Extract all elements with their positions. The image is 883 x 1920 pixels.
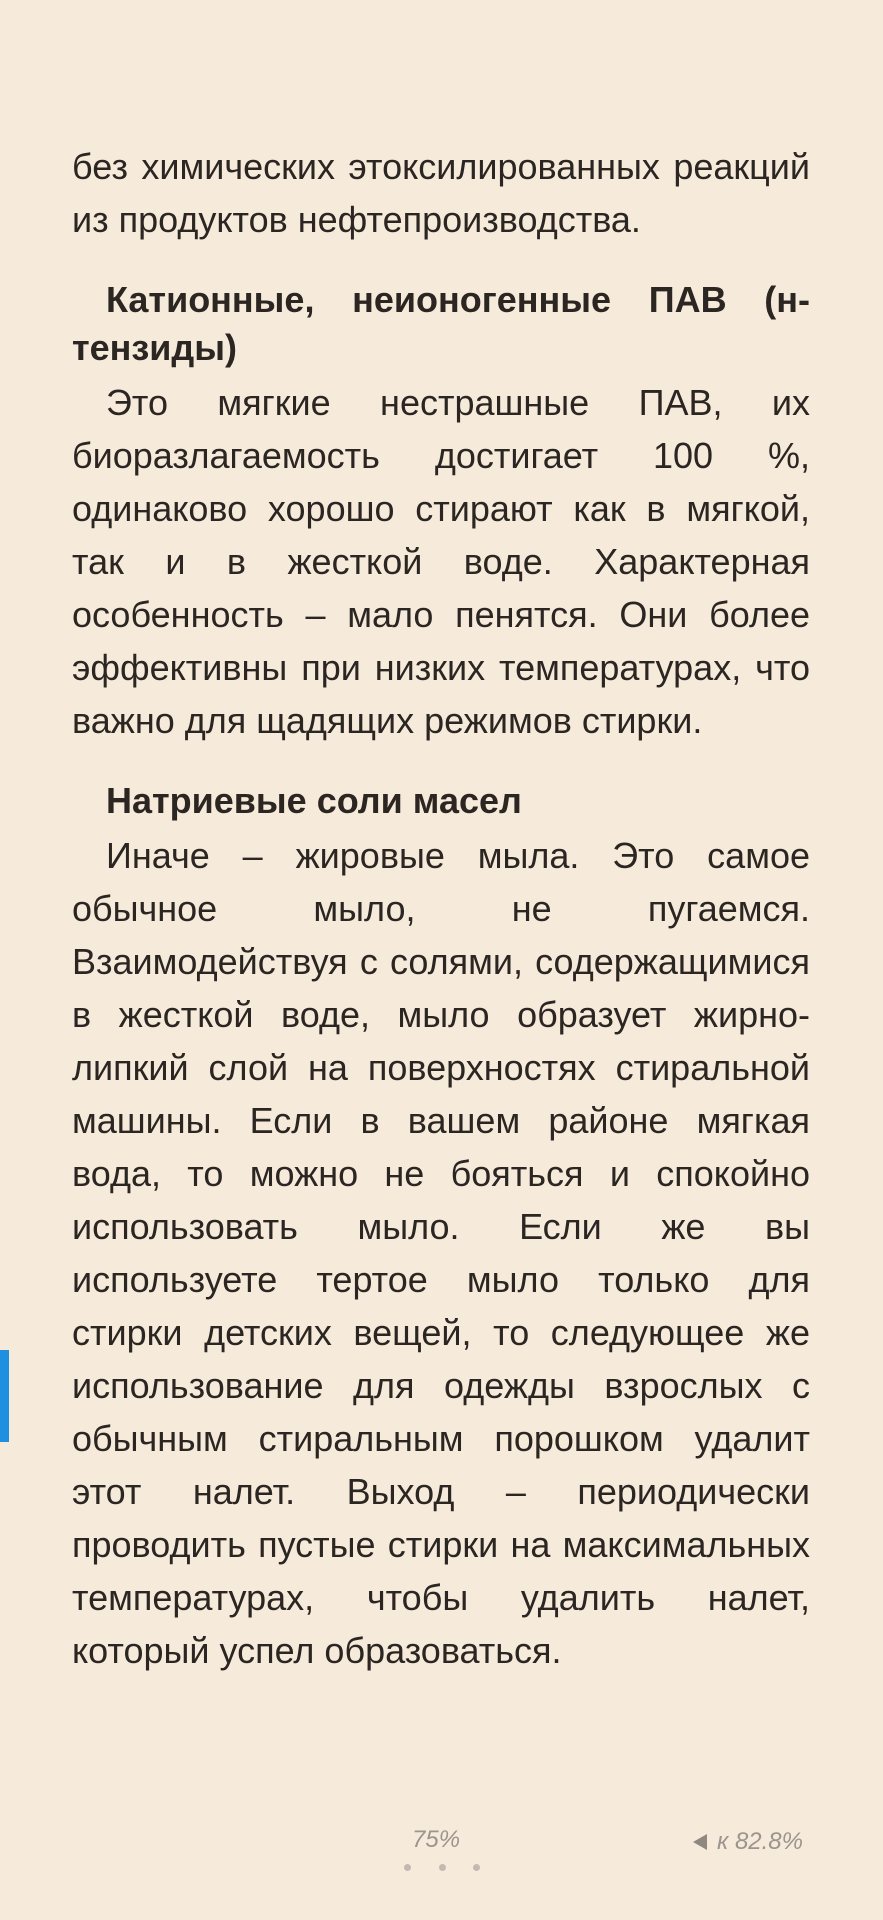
page-dot <box>473 1864 480 1871</box>
section-heading-cationic: Катионные, неионогенные ПАВ (н-тензиды) <box>72 279 810 368</box>
reading-progress: 75% <box>412 1826 461 1853</box>
paragraph-sodium-salts: Иначе – жировые мыла. Это самое обычное мыло, не пугаемся. Взаимодействуя с солями, содержащимися в жесткой воде, мыло образует жирно-липкий слой на поверхностях стиральной машины. Если в вашем районе мягкая вода, то можно не бояться и спокойно использовать мыло. Если же вы используете тертое мыло только для стирки детских вещей, то следующее же использование для одежды взрослых с обычным стиральным порошком удалит этот налет. Выход – периодически проводить пустые стирки на максимальных температурах, чтобы удалить налет, который успел образоваться. <box>72 835 810 1671</box>
back-triangle-icon <box>693 1834 707 1850</box>
reader-page[interactable] <box>72 140 810 1677</box>
go-back-label: к 82.8% <box>716 1828 803 1855</box>
page-dot <box>439 1864 446 1871</box>
bookmark-marker[interactable] <box>0 1350 9 1442</box>
page-dot <box>404 1864 411 1871</box>
go-back-to-position-button[interactable] <box>693 1828 803 1856</box>
paragraph-continuation: без химических этоксилированных реакций из продуктов нефтепроизводства. <box>72 146 810 240</box>
reader-footer <box>0 1820 883 1880</box>
paragraph-cationic: Это мягкие нестрашные ПАВ, их биоразлагаемость достигает 100 %, одинаково хорошо стирают как в мягкой, так и в жесткой воде. Характерная особенность – мало пенятся. Они более эффективны при низких температурах, что важно для щадящих режимов стирки. <box>72 382 810 741</box>
page-dots <box>404 1864 480 1871</box>
section-heading-sodium-salts: Натриевые соли масел <box>106 780 522 821</box>
